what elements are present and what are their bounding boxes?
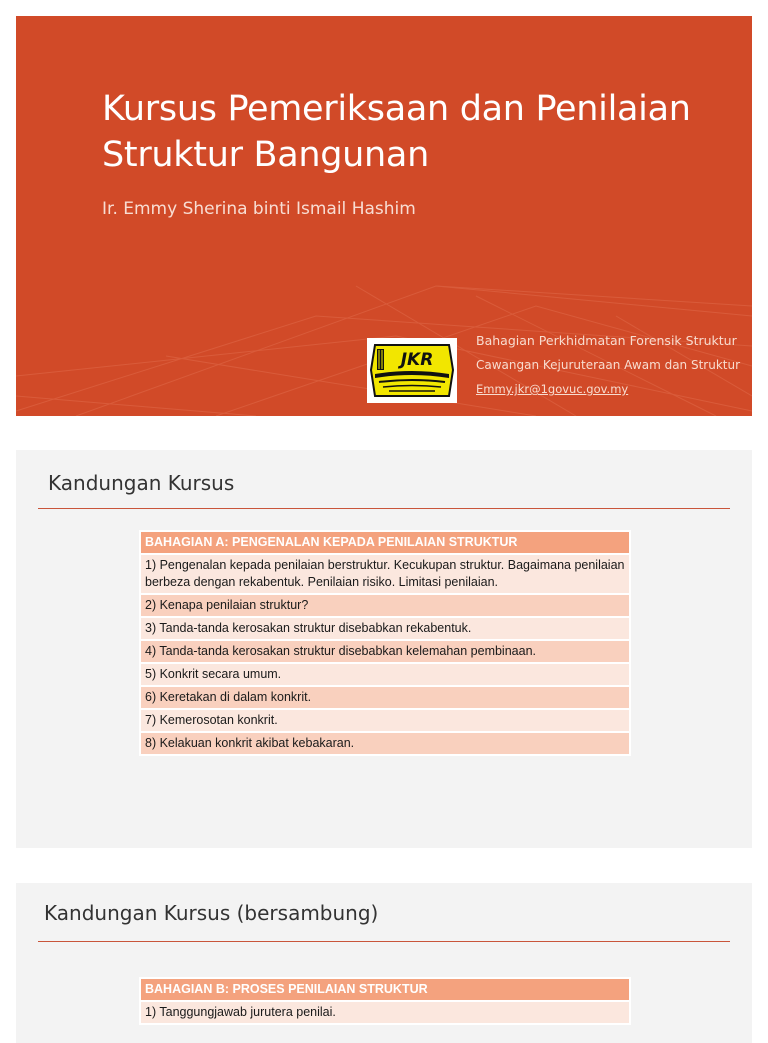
table-header: BAHAGIAN B: PROSES PENILAIAN STRUKTUR [140,978,630,1001]
table-row [140,554,630,594]
table-cell: 6) Keretakan di dalam konkrit. [140,686,630,709]
table-cell: 8) Kelakuan konkrit akibat kebakaran. [140,732,630,755]
table-row [140,709,630,732]
table-cell: 3) Tanda-tanda kerosakan struktur disebabkan rekabentuk. [140,617,630,640]
table-row [140,686,630,709]
table-header-row [140,978,630,1001]
table-header-row [140,531,630,554]
title-line-2: Struktur Bangunan [102,135,429,175]
table-cell: 7) Kemerosotan konkrit. [140,709,630,732]
contents-continued-slide [16,883,752,1043]
table-cell: 5) Konkrit secara umum. [140,663,630,686]
table-row [140,594,630,617]
table-row [140,732,630,755]
contents-slide [16,450,752,848]
table-header: BAHAGIAN A: PENGENALAN KEPADA PENILAIAN STRUKTUR [140,531,630,554]
table-row [140,640,630,663]
title-divider [38,941,730,942]
org-division: Bahagian Perkhidmatan Forensik Struktur [476,333,737,348]
contents-table [139,530,631,756]
table-row [140,663,630,686]
title-slide [16,16,752,416]
title-line-1: Kursus Pemeriksaan dan Penilaian [102,89,691,129]
table-cell: 1) Pengenalan kepada penilaian berstruktur. Kecukupan struktur. Bagaimana penilaian berbeza dengan rekabentuk. Penilaian risiko. Limitasi penilaian. [140,554,630,594]
slide-title: Kandungan Kursus (bersambung) [44,901,379,925]
contents-table [139,977,631,1025]
org-branch: Cawangan Kejuruteraan Awam dan Struktur [476,358,741,372]
table-cell: 2) Kenapa penilaian struktur? [140,594,630,617]
table-cell: 1) Tanggungjawab jurutera penilai. [140,1001,630,1024]
title-divider [38,508,730,509]
organization-info [476,333,740,405]
jkr-logo [367,338,457,403]
author-name: Ir. Emmy Sherina binti Ismail Hashim [102,199,416,219]
presentation-title [102,86,722,178]
table-row [140,1001,630,1024]
table-cell: 4) Tanda-tanda kerosakan struktur disebabkan kelemahan pembinaan. [140,640,630,663]
logo-text: JKR [400,350,434,370]
org-email-link[interactable]: Emmy.jkr@1govuc.gov.my [476,382,629,396]
table-row [140,617,630,640]
slide-title: Kandungan Kursus [48,471,235,495]
